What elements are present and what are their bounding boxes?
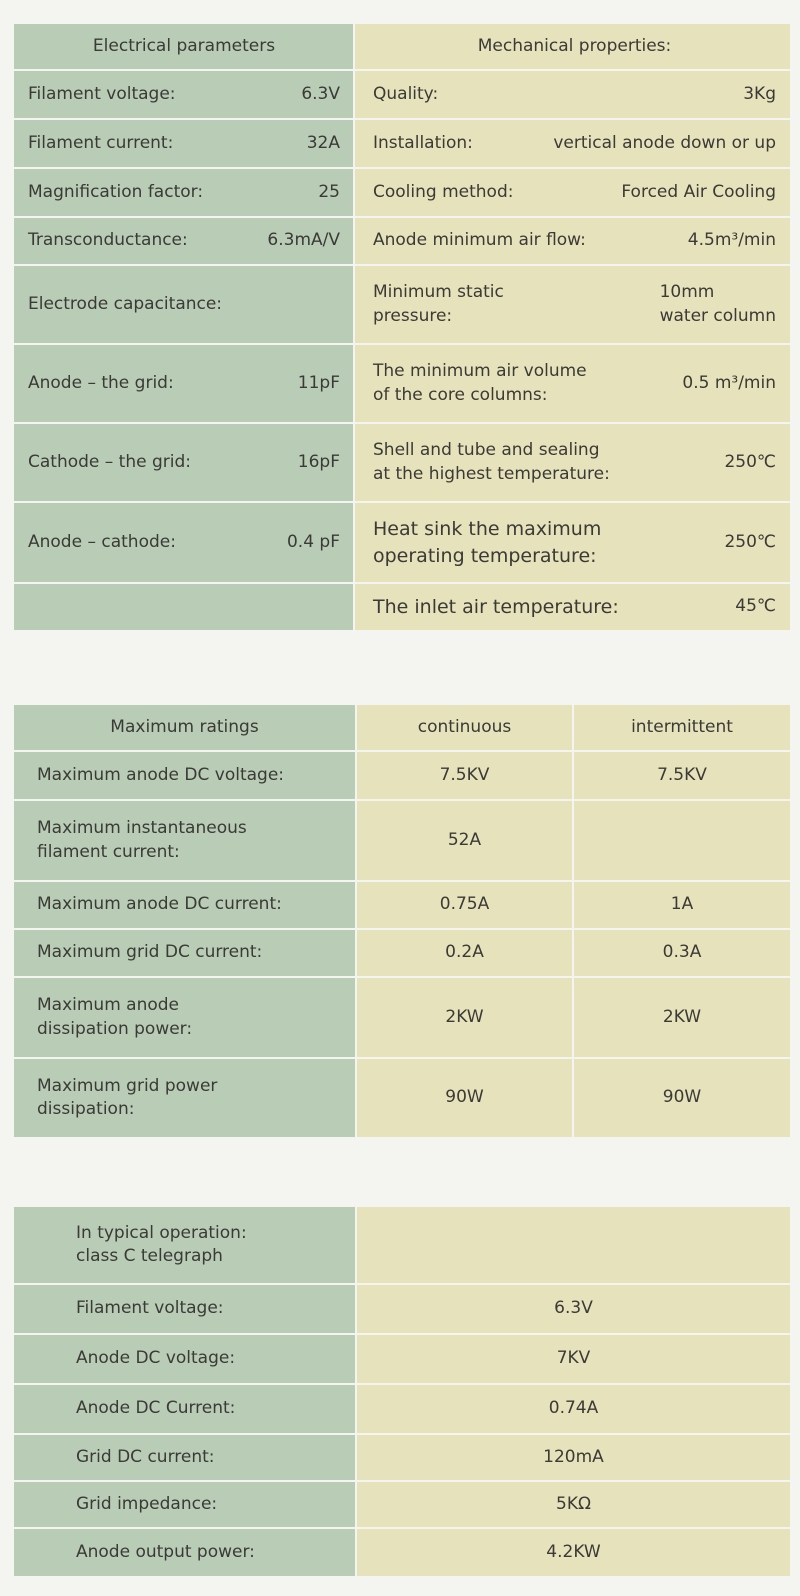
property-label [373,439,610,486]
operation-label: Anode output power: [14,1529,355,1576]
param-label: Cathode – the grid: [28,451,192,472]
rating-label [14,801,355,880]
property-label: Anode minimum air flow: [373,230,586,251]
table-row [14,120,790,169]
rating-label [14,1059,355,1137]
operation-label: Anode DC voltage: [14,1335,355,1383]
intermittent-value: 0.3A [572,930,790,976]
table-row [14,978,790,1059]
right-cell [353,169,790,216]
property-label: Installation: [373,132,473,153]
right-cell [353,584,790,630]
header-value-cell [355,1207,790,1283]
operation-value: 120mA [355,1435,790,1480]
right-cell [353,71,790,118]
right-cell [353,503,790,582]
continuous-value: 52A [355,801,572,880]
property-label: Quality: [373,83,439,104]
property-value: Forced Air Cooling [621,181,776,202]
table-row [14,218,790,266]
table-row [14,1385,790,1435]
intermittent-value: 1A [572,882,790,928]
table-row [14,801,790,882]
property-value: 4.5m³/min [687,230,776,251]
property-value-line: 10mm [659,282,715,303]
property-label-line: The minimum air volume [373,361,587,382]
typical-operation-header [14,1207,355,1283]
property-value: 250℃ [724,531,776,552]
property-label: The inlet air temperature: [373,595,619,618]
rating-label-line: filament current: [37,841,180,862]
rating-label-line: Maximum anode [37,995,180,1016]
left-cell [14,503,353,582]
rating-label [14,930,355,976]
param-label: Electrode capacitance: [28,293,223,314]
table-row [14,169,790,218]
intermittent-header: intermittent [572,705,790,750]
property-label [373,516,601,568]
left-cell [14,218,353,264]
intermittent-value: 90W [572,1059,790,1137]
property-label: Cooling method: [373,181,514,202]
left-cell [14,120,353,167]
property-label [373,360,587,407]
typical-operation-table [14,1207,790,1576]
intermittent-value [572,801,790,880]
operation-label: Grid impedance: [14,1482,355,1527]
table-row [14,503,790,584]
right-cell [353,424,790,501]
table-row [14,1482,790,1529]
param-value: 25 [318,181,340,202]
table-row [14,1435,790,1482]
table-row [14,1059,790,1137]
param-label: Anode – cathode: [28,531,176,552]
table-row [14,882,790,930]
intermittent-value: 7.5KV [572,752,790,799]
continuous-value: 2KW [355,978,572,1057]
table-row [14,266,790,345]
continuous-value: 0.2A [355,930,572,976]
continuous-value: 0.75A [355,882,572,928]
param-label: Filament current: [28,132,174,153]
property-label-line: Minimum static [373,282,504,303]
table-row [14,71,790,120]
mechanical-properties-header: Mechanical properties: [353,24,790,69]
property-value [660,281,776,328]
operation-value: 4.2KW [355,1529,790,1576]
maximum-ratings-header: Maximum ratings [14,705,355,750]
property-value: 3Kg [743,83,776,104]
left-cell [14,71,353,118]
right-cell [353,120,790,167]
table-row [14,424,790,503]
right-cell [353,266,790,343]
maximum-ratings-table [14,705,790,1137]
operation-label: Anode DC Current: [14,1385,355,1433]
param-value: 16pF [297,451,340,472]
header-line: In typical operation: [76,1222,247,1243]
rating-label-line: dissipation power: [37,1018,193,1039]
left-cell [14,584,353,630]
property-value: 250℃ [724,451,776,472]
param-value: 6.3mA/V [267,230,340,251]
operation-value: 0.74A [355,1385,790,1433]
continuous-header: continuous [355,705,572,750]
table-row [14,752,790,801]
table-row [14,1335,790,1385]
operation-value: 7KV [355,1335,790,1383]
table-header-row [14,1207,790,1285]
operation-label: Grid DC current: [14,1435,355,1480]
table-header-row [14,24,790,71]
property-value: vertical anode down or up [553,132,776,153]
param-value: 6.3V [301,83,340,104]
param-label: Filament voltage: [28,83,176,104]
property-label-line: operating temperature: [373,544,597,567]
table-row [14,930,790,978]
rating-label-line: Maximum grid DC current: [37,942,263,963]
rating-label [14,752,355,799]
continuous-value: 90W [355,1059,572,1137]
param-label: Magnification factor: [28,181,204,202]
property-label-line: Heat sink the maximum [373,518,602,541]
property-value: 45℃ [735,596,776,617]
intermittent-value: 2KW [572,978,790,1057]
electrical-parameters-header: Electrical parameters [14,24,353,69]
property-label-line: pressure: [373,305,453,326]
property-label-line: at the highest temperature: [373,463,610,484]
param-label: Transconductance: [28,230,188,251]
right-cell [353,218,790,264]
table-row [14,345,790,424]
table-row [14,1285,790,1335]
param-value: 11pF [297,372,340,393]
right-cell [353,345,790,422]
left-cell [14,266,353,343]
operation-value: 6.3V [355,1285,790,1333]
rating-label-line: Maximum anode DC current: [37,894,282,915]
electrical-mechanical-table [14,24,790,630]
rating-label [14,882,355,928]
rating-label-line: Maximum anode DC voltage: [37,764,285,785]
rating-label-line: Maximum grid power [37,1075,218,1096]
continuous-value: 7.5KV [355,752,572,799]
param-label: Anode – the grid: [28,372,174,393]
table-header-row [14,705,790,752]
property-label [373,281,504,328]
param-value: 0.4 pF [286,531,340,552]
property-value: 0.5 m³/min [682,372,776,393]
property-label-line: Shell and tube and sealing [373,440,600,461]
table-row [14,584,790,630]
rating-label-line: Maximum instantaneous [37,818,247,839]
operation-label: Filament voltage: [14,1285,355,1333]
rating-label-line: dissipation: [37,1099,135,1119]
operation-value: 5KΩ [355,1482,790,1527]
property-value-line: water column [659,305,776,326]
param-value: 32A [306,132,340,153]
left-cell [14,169,353,216]
header-line: class C telegraph [76,1246,223,1266]
table-row [14,1529,790,1576]
property-label-line: of the core columns: [373,384,548,405]
left-cell [14,424,353,501]
rating-label [14,978,355,1057]
left-cell [14,345,353,422]
